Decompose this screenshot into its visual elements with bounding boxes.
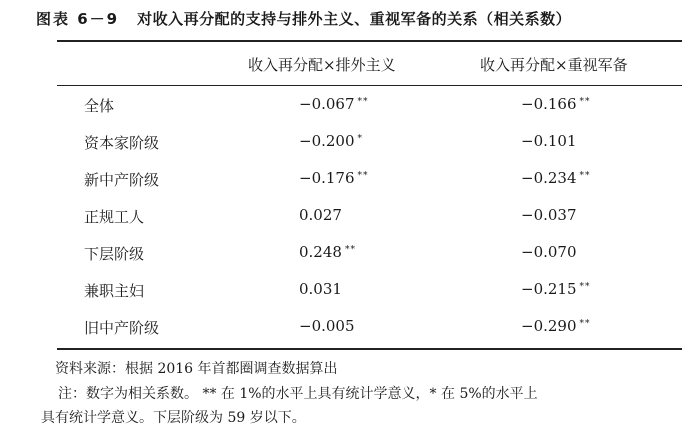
row-label: 全体 (84, 97, 115, 115)
value-xenophobia: −0.200 * (299, 132, 364, 150)
row-label: 正规工人 (84, 208, 145, 226)
column-header-redistribution-xenophobia: 收入再分配×排外主义 (248, 56, 396, 74)
value-armament: −0.215 ** (521, 280, 591, 298)
table-row-underclass (0, 243, 699, 280)
table-row-new-middle-class (0, 169, 699, 206)
header-rule (57, 85, 682, 86)
value-xenophobia: 0.027 (299, 206, 342, 224)
value-armament: −0.070 (521, 243, 577, 261)
table-row-all (0, 95, 699, 132)
bottom-rule (57, 348, 682, 350)
value-armament: −0.290 ** (521, 317, 591, 335)
value-xenophobia: −0.067 ** (299, 95, 369, 113)
significance-mark: * (357, 134, 364, 144)
value-armament: −0.037 (521, 206, 577, 224)
significance-mark: ** (579, 319, 591, 329)
value-xenophobia: −0.005 (299, 317, 355, 335)
significance-mark: ** (357, 97, 369, 107)
value-xenophobia: 0.248 ** (299, 243, 356, 261)
value-xenophobia: −0.176 ** (299, 169, 369, 187)
significance-note-line2: 具有统计学意义。下层阶级为 59 岁以下。 (41, 410, 306, 426)
row-label: 下层阶级 (84, 245, 145, 263)
table-number: 图表 6－9 (36, 10, 120, 28)
significance-note-line1: 注：数字为相关系数。 ** 在 1%的水平上具有统计学意义，* 在 5%的水平上 (58, 386, 538, 402)
table-row-regular-workers (0, 206, 699, 243)
column-header-redistribution-armament: 收入再分配×重视军备 (480, 56, 628, 74)
table-title-text: 对收入再分配的支持与排外主义、重视军备的关系（相关系数） (137, 10, 572, 28)
table-title (36, 8, 571, 29)
significance-mark: ** (344, 245, 356, 255)
significance-mark: ** (357, 171, 369, 181)
source-note: 资料来源：根据 2016 年首都圈调查数据算出 (55, 361, 338, 377)
row-label: 旧中产阶级 (84, 319, 160, 337)
top-rule (57, 40, 682, 42)
significance-mark: ** (579, 171, 591, 181)
row-label: 新中产阶级 (84, 171, 160, 189)
value-armament: −0.166 ** (521, 95, 591, 113)
value-armament: −0.234 ** (521, 169, 591, 187)
value-xenophobia: 0.031 (299, 280, 342, 298)
table-row-capitalist-class (0, 132, 699, 169)
significance-mark: ** (579, 97, 591, 107)
significance-mark: ** (579, 282, 591, 292)
value-armament: −0.101 (521, 132, 577, 150)
row-label: 兼职主妇 (84, 282, 145, 300)
row-label: 资本家阶级 (84, 134, 160, 152)
table-row-part-time-housewives (0, 280, 699, 317)
